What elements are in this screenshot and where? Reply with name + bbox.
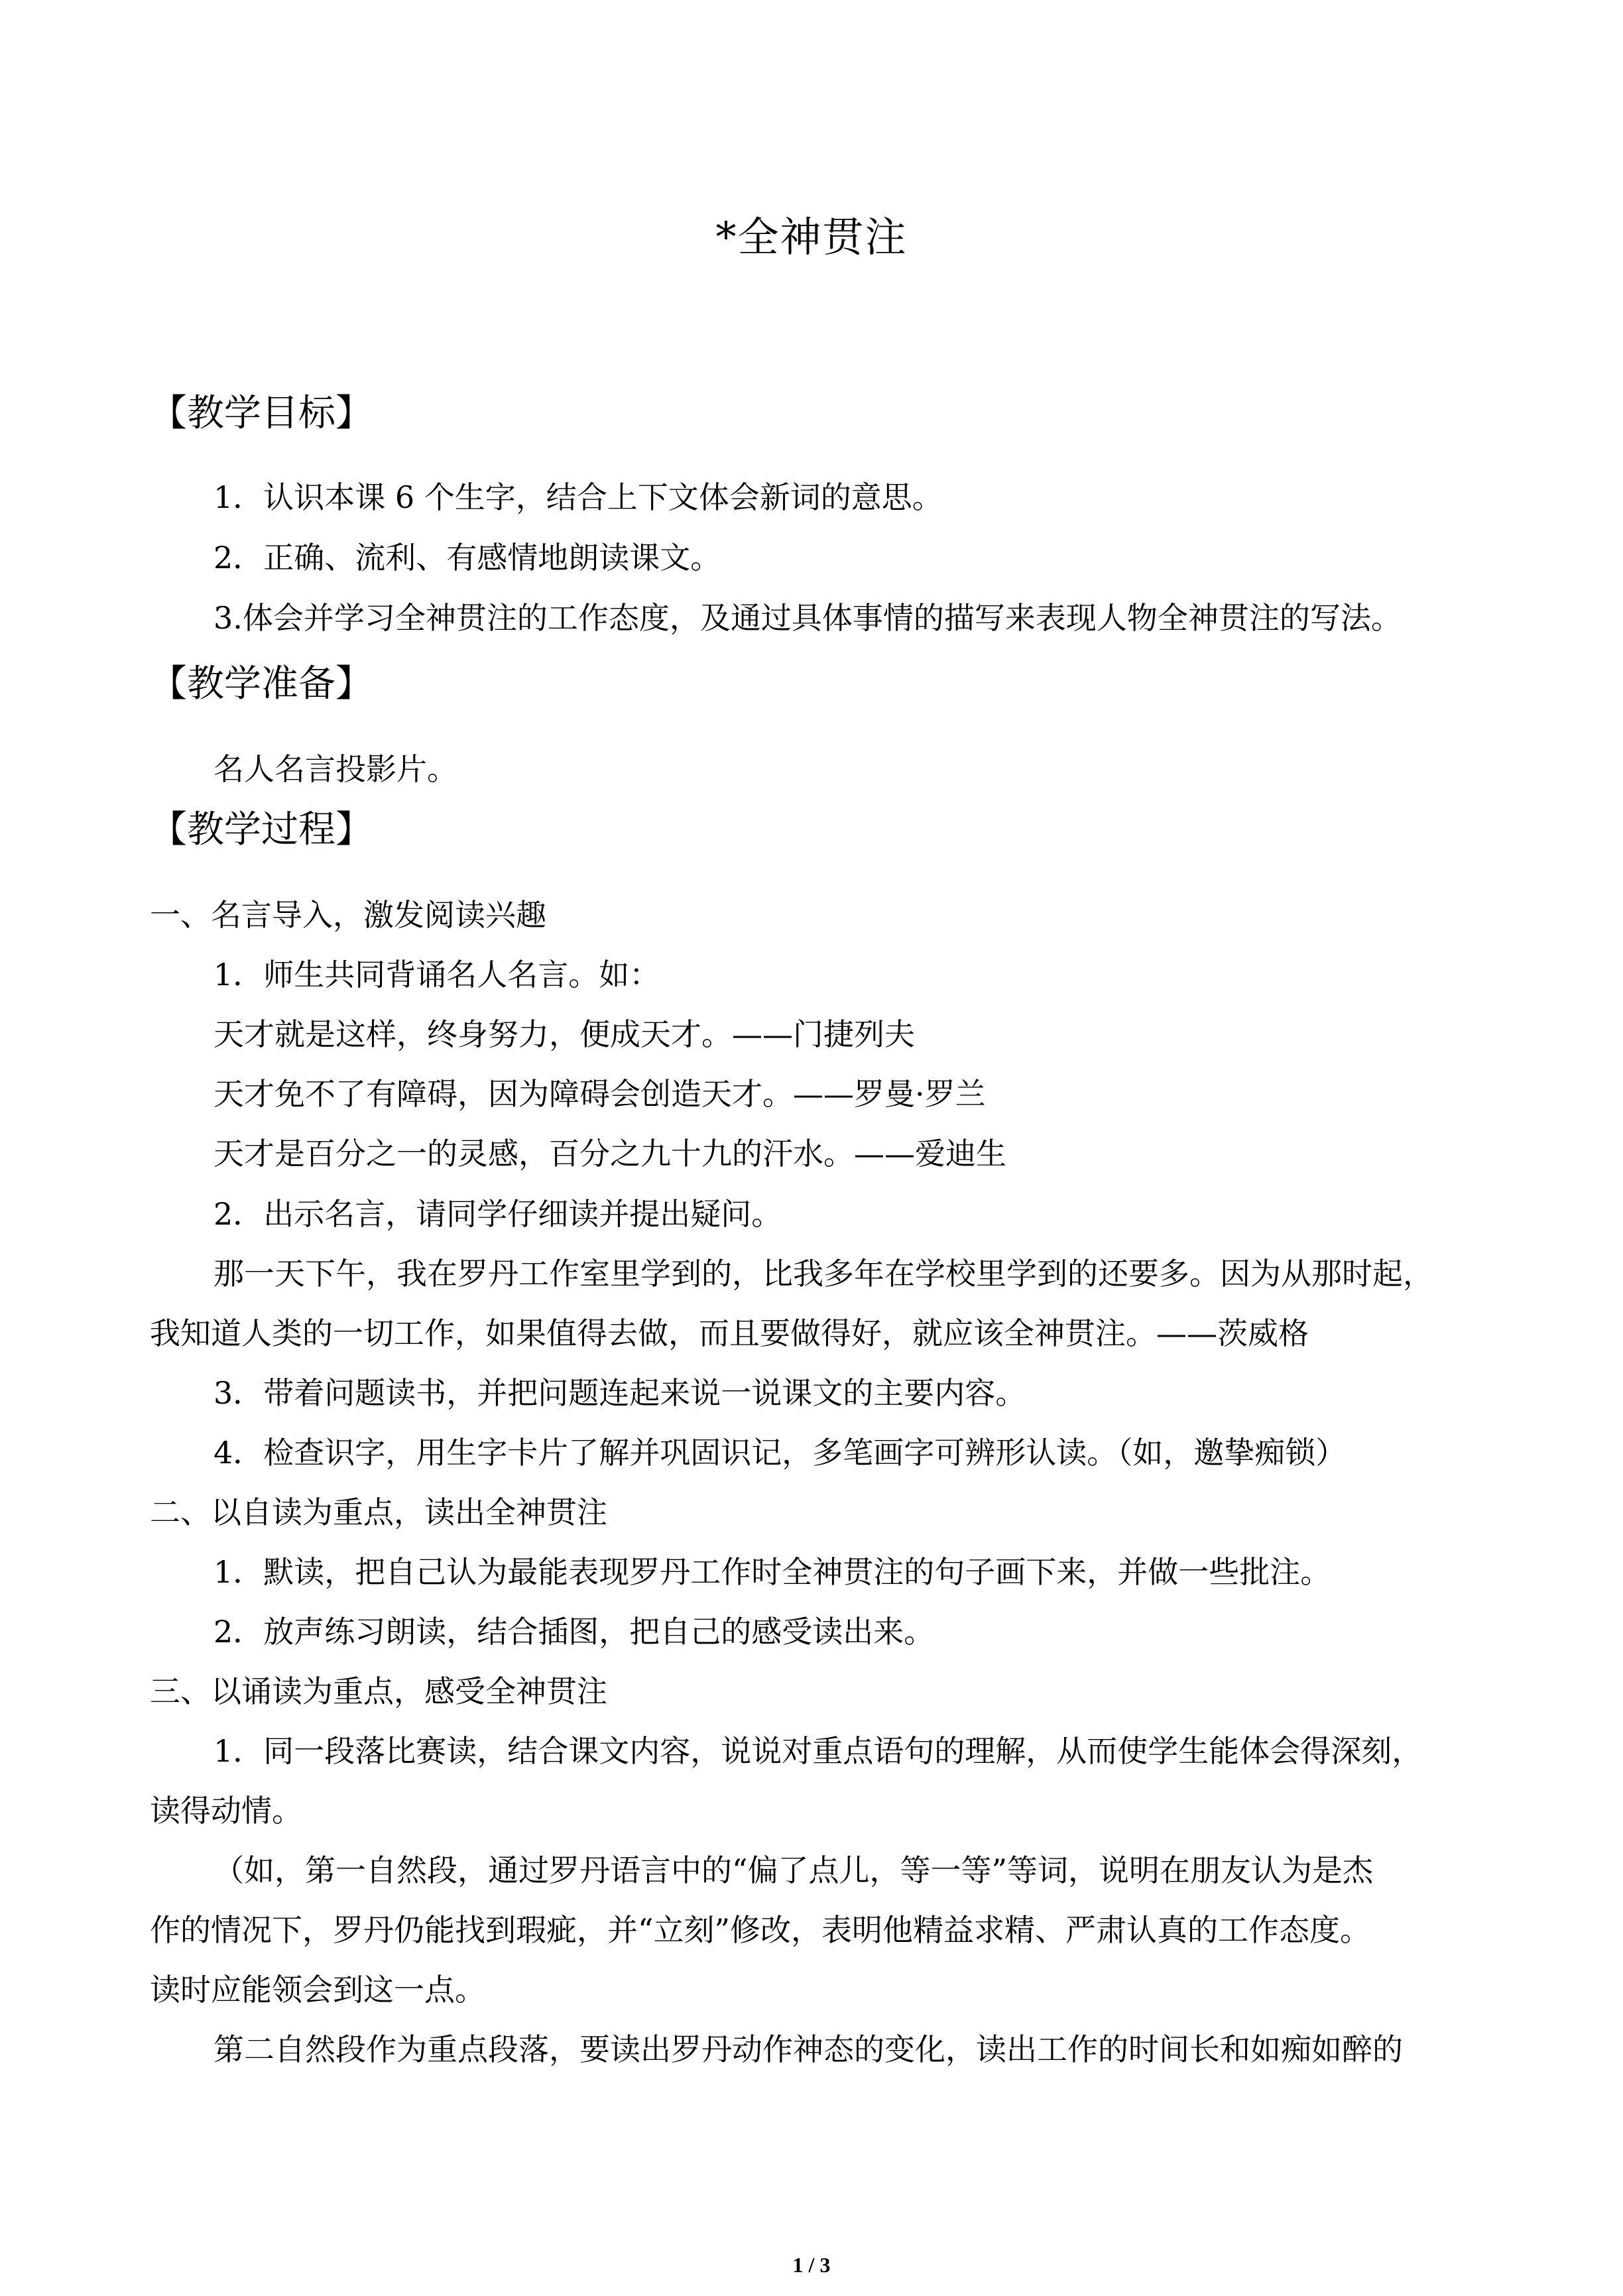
page-title: *全神贯注 xyxy=(715,213,908,261)
process-item-3-1-line-1: 1．同一段落比赛读，结合课文内容，说说对重点语句的理解，从而使学生能体会得深刻， xyxy=(213,1733,1423,1769)
process-part-3-title: 三、以诵读为重点，感受全神贯注 xyxy=(150,1673,607,1709)
process-item-1-2: 2．出示名言，请同学仔细读并提出疑问。 xyxy=(213,1196,782,1232)
quote-edison: 天才是百分之一的灵感，百分之九十九的汗水。——爱迪生 xyxy=(213,1136,1006,1172)
section-heading-process: 【教学过程】 xyxy=(150,808,373,851)
process-item-2-1: 1．默读，把自己认为最能表现罗丹工作时全神贯注的句子画下来，并做一些批注。 xyxy=(213,1554,1331,1590)
process-item-3-1-line-2: 读得动情。 xyxy=(150,1793,302,1829)
process-item-1-4: 4．检查识字，用生字卡片了解并巩固识记，多笔画字可辨形认读。（如，邀挚痴锁） xyxy=(213,1435,1347,1471)
section-heading-prep: 【教学准备】 xyxy=(150,662,373,705)
example-paragraph-line-1: （如，第一自然段，通过罗丹语言中的“偏了点儿，等一等”等词，说明在朋友认为是杰 xyxy=(213,1852,1374,1888)
quote-romain-rolland: 天才免不了有障碍，因为障碍会创造天才。——罗曼·罗兰 xyxy=(213,1076,986,1112)
quote-zweig-line-1: 那一天下午，我在罗丹工作室里学到的，比我多年在学校里学到的还要多。因为从那时起， xyxy=(213,1256,1433,1292)
process-item-1-3: 3．带着问题读书，并把问题连起来说一说课文的主要内容。 xyxy=(213,1375,1026,1411)
section-heading-goals: 【教学目标】 xyxy=(150,392,373,435)
process-item-2-2: 2．放声练习朗读，结合插图，把自己的感受读出来。 xyxy=(213,1614,935,1650)
goal-item-3: 3.体会并学习全神贯注的工作态度，及通过具体事情的描写来表现人物全神贯注的写法。 xyxy=(213,600,1402,636)
goal-item-1: 1．认识本课 6 个生字，结合上下文体会新词的意思。 xyxy=(213,479,943,515)
example-paragraph-line-2: 作的情况下，罗丹仍能找到瑕疵，并“立刻”修改，表明他精益求精、严肃认真的工作态度。 xyxy=(150,1912,1371,1948)
quote-mendeleev: 天才就是这样，终身努力，便成天才。——门捷列夫 xyxy=(213,1016,915,1052)
goal-item-2: 2．正确、流利、有感情地朗读课文。 xyxy=(213,540,721,575)
page-number: 1 / 3 xyxy=(792,2253,831,2277)
process-part-2-title: 二、以自读为重点，读出全神贯注 xyxy=(150,1494,607,1530)
process-item-1-1: 1．师生共同背诵名人名言。如： xyxy=(213,957,660,993)
example-paragraph-line-3: 读时应能领会到这一点。 xyxy=(150,1972,485,2008)
prep-text: 名人名言投影片。 xyxy=(213,751,457,787)
process-part-1-title: 一、名言导入，激发阅读兴趣 xyxy=(150,897,546,933)
process-item-3-2: 第二自然段作为重点段落，要读出罗丹动作神态的变化，读出工作的时间长和如痴如醉的 xyxy=(213,2031,1403,2067)
quote-zweig-line-2: 我知道人类的一切工作，如果值得去做，而且要做得好，就应该全神贯注。——茨威格 xyxy=(150,1315,1309,1351)
